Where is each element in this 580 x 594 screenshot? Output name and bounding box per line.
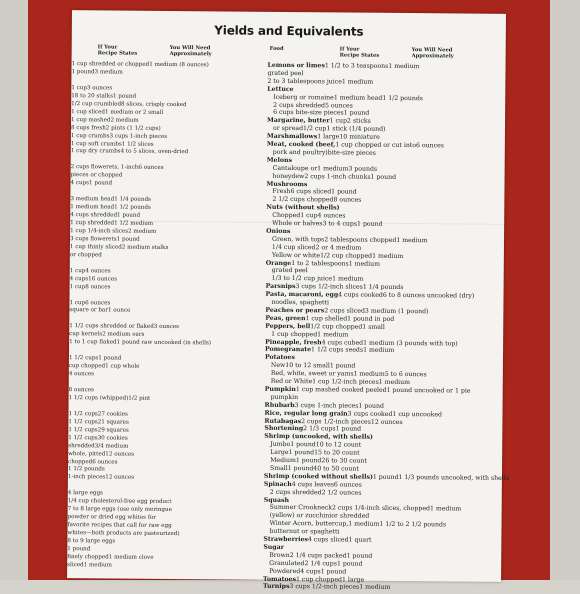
right-recipe-states: 2 1/2 cups chopped <box>272 196 333 204</box>
left-recipe-states: 4 cups <box>70 180 89 186</box>
left-need: 1 medium or 2 small <box>105 109 163 116</box>
right-recipe-states: 2 cups shredded <box>273 101 325 108</box>
right-row <box>263 583 501 594</box>
right-recipe-states: 1 cup 1/2-inch pieces <box>312 378 379 386</box>
right-need: 1 large <box>342 576 364 583</box>
right-need: 1 small <box>362 323 385 330</box>
right-recipe-states: 1 medium <box>353 371 384 378</box>
left-recipe-states: 2 cups flowerets, 1-inch <box>71 164 139 171</box>
left-recipe-states: 1 cup dry crumbs <box>71 149 121 155</box>
left-recipe-states: 1-inch pieces <box>68 474 105 480</box>
food-name: Strawberries <box>263 536 308 543</box>
left-recipe-states: 1 cup mashed <box>71 117 110 123</box>
right-need: 1 pound <box>321 568 347 575</box>
right-need: 5 ounces <box>325 102 353 109</box>
right-need: 1 pound <box>336 426 362 433</box>
page-title: Yields and Equivalents <box>72 22 506 40</box>
left-need: 4 ounces <box>69 371 94 377</box>
left-need: 2 medium ears <box>102 332 144 338</box>
right-need: 40 to 50 count <box>313 465 359 472</box>
left-need: 6 ounces <box>85 300 110 306</box>
right-recipe-states: 1 cup mashed cooked peeled <box>296 386 387 394</box>
food-name: Large <box>264 449 288 456</box>
right-need: 1 pound <box>371 173 397 180</box>
right-recipe-states: 2 cups 1-inch chunks <box>304 173 370 181</box>
food-name: (yellow) or zucchini <box>264 512 332 520</box>
right-recipe-states: 1 large <box>317 133 339 140</box>
left-need: 1 medium (8 ounces) <box>149 62 209 69</box>
left-need: 3 ounces <box>154 324 179 330</box>
left-need: 30 cookies <box>98 435 128 441</box>
left-recipe-states: 8 cups fresh <box>71 125 106 131</box>
left-need: 1 pound <box>89 181 112 187</box>
right-recipe-states: 1 to 2 tablespoons <box>291 260 349 268</box>
right-need: 8 ounces <box>333 197 361 204</box>
left-recipe-states: 3 medium head <box>70 196 114 202</box>
right-recipe-states: 4 cups cubed <box>322 339 364 346</box>
left-need: 7 to 8 large eggs (use only meringue <box>68 506 172 513</box>
left-need: 1 pound <box>98 355 121 361</box>
left-need: 3 ounces <box>87 85 112 91</box>
left-need: 1 medium clove <box>109 554 154 560</box>
right-recipe-states: 1 pound <box>373 474 399 481</box>
food-name: Whole or halves <box>266 220 322 227</box>
food-name: Meat, cooked (beef, <box>267 141 336 149</box>
right-recipe-states: 4 cups cooked <box>338 292 383 299</box>
right-recipe-states: grated peel <box>272 267 308 274</box>
right-need: 2 or 4 medium <box>315 244 361 251</box>
left-recipe-states: pieces or chopped <box>71 172 123 178</box>
left-recipe-states: square or bar <box>69 308 108 314</box>
right-need: 1 1/3 pounds uncooked, with shells <box>398 474 509 482</box>
right-recipe-states: 1/4 cup sliced <box>272 244 316 251</box>
right-need: 3 medium (1 pound) <box>365 308 429 316</box>
right-recipe-states: 1 1/2 to 3 teaspoons <box>325 62 389 70</box>
right-need: 1 pound <box>347 552 373 559</box>
food-name: Cantaloupe or <box>267 164 318 171</box>
right-recipe-states: 1 cup chopped <box>296 576 342 583</box>
left-recipe-states: 1 cup <box>69 300 85 306</box>
left-recipe-states: 1 cup shredded <box>70 220 114 226</box>
left-recipe-states: 1 to 1 cup flaked <box>69 339 117 345</box>
food-name: Brown <box>263 552 290 559</box>
left-recipe-states: 3 cups flowerets <box>70 236 117 242</box>
food-name: Fresh <box>266 188 290 195</box>
food-name: Melons <box>267 157 292 164</box>
right-need: 5 to 6 ounces <box>385 371 427 378</box>
right-recipe-states: 4 cups leaves <box>292 481 334 488</box>
left-recipe-states: 1 1/2 cups <box>68 419 97 425</box>
food-name: Nuts (without shells) <box>266 204 339 212</box>
food-name: Mushrooms <box>266 180 307 187</box>
left-need: 8 slices, crisply cooked <box>121 101 187 108</box>
left-need: 2 medium <box>110 117 138 123</box>
right-recipe-states: 1 pound <box>288 465 314 472</box>
recipe-sheet <box>67 10 506 582</box>
right-need: 1 medium <box>359 584 390 591</box>
food-name: Sugar <box>263 544 284 551</box>
left-need: 16 ounces <box>88 276 117 282</box>
food-name: Small <box>264 465 288 472</box>
left-need: 1 pound raw uncooked (in shells) <box>117 340 211 347</box>
food-name: Turnips <box>263 583 290 590</box>
food-name: Lemons or limes <box>268 62 325 69</box>
right-recipe-states: 4 cups sliced <box>308 536 349 543</box>
left-need: 1 1/2 slices <box>122 141 154 147</box>
right-header-food: Food <box>270 46 310 52</box>
left-need: 4 to 5 slices, oven-dried <box>121 149 189 156</box>
left-recipe-states: finely chopped <box>67 554 109 560</box>
right-need: 1 pound in pod <box>347 315 394 322</box>
left-need: whites—both products are pasteurized) <box>67 530 179 537</box>
left-need: 1 1/2 pounds <box>114 205 151 211</box>
right-need: 1 medium <box>379 379 410 386</box>
right-recipe-states: 1 medium <box>348 521 379 528</box>
food-name: Red or White <box>265 378 312 385</box>
right-recipe-states: 6 cups sliced <box>290 188 331 195</box>
left-recipe-states: 1 1/2 cups <box>68 411 97 417</box>
right-recipe-states: 2 1/4 cups packed <box>290 552 347 559</box>
right-recipe-states: 1 pound <box>290 441 316 448</box>
left-recipe-states: 1 cup <box>70 284 86 290</box>
left-need: powder or dried egg whites for <box>68 514 156 521</box>
food-name: Yellow or white <box>266 251 320 258</box>
food-name: Shrimp (cooked without shells) <box>264 473 373 481</box>
food-name: Peaches or pears <box>265 307 324 315</box>
right-need: 1 cup uncooked <box>392 411 442 418</box>
right-need: 6 to 8 ounces uncooked (dry) <box>383 292 474 300</box>
right-recipe-states: 2 cups 1/4-inch slices, chopped <box>332 505 430 513</box>
left-need: 4 ounces <box>85 268 110 274</box>
left-need: 8 to 9 large eggs <box>67 538 115 544</box>
right-need: 1 pound <box>357 221 383 228</box>
right-recipe-states: 1/2 cup chopped <box>320 252 372 259</box>
right-header-recipe-states: If Your Recipe States <box>340 46 400 59</box>
food-name: Iceberg or romaine <box>267 93 334 101</box>
right-recipe-states: 4 cups <box>300 568 321 575</box>
left-recipe-states: 1 cup <box>70 268 86 274</box>
left-recipe-states: 1 1/2 cups (whipped) <box>69 395 129 402</box>
left-header-recipe-states: If Your Recipe States <box>98 44 158 57</box>
right-recipe-states: 1 cup <box>330 118 347 125</box>
left-recipe-states: 4 cups shredded <box>70 212 117 218</box>
food-name: butternut or spaghetti <box>263 528 339 536</box>
left-need: 1 pound <box>117 213 140 219</box>
food-name: Red, white, sweet or yams <box>265 370 354 378</box>
left-recipe-states: 1 pound <box>71 69 94 75</box>
food-name: Spinach <box>264 480 292 487</box>
food-name: noodles, spaghetti <box>265 299 329 307</box>
food-name: Margarine, butter <box>267 117 330 125</box>
left-need: 2 medium <box>128 229 156 235</box>
food-name: Pumpkin <box>265 386 296 393</box>
left-recipe-states: 1 cup 1/4-inch slices <box>70 228 128 235</box>
food-name: Green, with tops <box>266 236 324 244</box>
left-recipe-states: 1 cup <box>71 85 87 91</box>
right-recipe-states: 1 pound <box>296 457 322 464</box>
right-need: 1 pound <box>344 110 370 117</box>
right-need: 1 1/2 pounds <box>382 94 423 101</box>
right-need: 12 ounces <box>371 418 403 425</box>
right-recipe-states: 1 medium <box>317 165 348 172</box>
right-recipe-states: 1 cup chopped <box>271 330 317 337</box>
left-recipe-states: 1 medium head <box>70 204 114 210</box>
food-name: Summer Crookneck <box>264 504 332 512</box>
food-name: Granulated <box>263 559 304 566</box>
left-need: 29 squares <box>98 427 129 433</box>
right-recipe-states: 2 1/3 cups <box>303 426 335 433</box>
right-need: 3 pounds <box>348 165 377 172</box>
right-need: 1 1/4 pounds <box>363 284 404 291</box>
food-name: Onions <box>266 228 290 235</box>
right-recipe-states: 1 cup shelled <box>305 315 347 322</box>
food-name: Orange <box>266 259 291 266</box>
left-need: 1 cup whole <box>105 364 139 370</box>
right-recipe-states: 2 tablespoons chopped <box>324 236 396 244</box>
left-recipe-states: whole, pitted <box>68 451 105 457</box>
right-recipe-states: 3 cups 1-inch pieces <box>295 402 359 410</box>
left-recipe-states: 1 cup sliced <box>71 109 105 115</box>
left-need: 8 ounces <box>85 284 110 290</box>
right-recipe-states: 3 cups 1/2-inch slices <box>295 283 362 291</box>
food-name: Shrimp (uncooked, with shells) <box>264 433 373 441</box>
left-recipe-states: cup kernels <box>69 331 102 337</box>
food-name: Parsnips <box>266 283 296 290</box>
right-need: 1 pound uncooked or 1 pie <box>387 387 471 395</box>
left-need: 6 ounces <box>92 459 117 465</box>
left-recipe-states: 1 1/2 cups <box>68 427 97 433</box>
food-name: or spread <box>267 125 303 132</box>
right-recipe-states: 6 cups bite-size pieces <box>273 109 344 117</box>
right-need: 1 medium (3 pounds with top) <box>363 339 458 347</box>
right-recipe-states: 3 cups 1/2-inch pieces <box>289 583 359 591</box>
food-name: Winter Acorn, buttercup, <box>264 520 349 528</box>
right-recipe-states: 3 to 4 cups <box>322 220 357 227</box>
right-need: 10 to 12 count <box>316 441 362 448</box>
right-need: 4 ounces <box>318 212 346 219</box>
right-need: 1 medium <box>349 260 380 267</box>
food-name: Pineapple, fresh <box>265 338 322 345</box>
food-name: Shortening <box>264 425 303 432</box>
left-header-need: You Will Need Approximately <box>170 45 240 58</box>
right-recipe-states: 2 cups sliced <box>324 307 365 314</box>
food-name: Rhubarb <box>265 401 295 408</box>
right-need: 1 pound <box>337 560 363 567</box>
right-recipe-states: 2 1/4 cups <box>305 560 337 567</box>
left-need: 1/2 pint <box>128 396 150 402</box>
right-need: 6 ounces <box>416 142 444 149</box>
right-recipe-states: 2 cups 1/2-inch pieces <box>301 418 371 426</box>
right-recipe-states: 1 pound <box>289 449 315 456</box>
left-need: 3 medium <box>95 69 123 75</box>
right-recipe-states: 3 cups cooked <box>348 410 393 417</box>
food-name: Potatoes <box>265 354 295 361</box>
left-need: 12 ounces <box>105 475 134 481</box>
left-need: 2 pints (1 1/2 cups) <box>106 125 161 131</box>
right-recipe-states: 1/2 cup <box>303 125 326 132</box>
right-recipe-states: bite-size pieces <box>328 149 376 156</box>
left-need: 4 large eggs <box>68 490 103 496</box>
left-need: 27 cookies <box>98 411 128 417</box>
right-need: 10 miniature <box>339 134 379 141</box>
right-need: 1 pound <box>331 189 357 196</box>
right-need: 15 to 20 count <box>314 449 360 456</box>
right-need: pumpkin <box>271 394 299 401</box>
left-need: 1 pound <box>67 546 90 552</box>
left-recipe-states: 1 1/2 cups shredded or flaked <box>69 323 154 330</box>
food-name: Peppers, bell <box>265 322 310 329</box>
right-recipe-states: 1 1/2 cups seeds <box>311 347 363 354</box>
left-need: 21 squares <box>98 419 129 425</box>
right-need: 1 medium <box>388 63 419 70</box>
left-need: 8 ounces <box>69 387 94 393</box>
right-need: 1 medium <box>342 78 373 85</box>
right-need: 1 1/2 to 2 1/2 pounds <box>379 521 446 529</box>
right-recipe-states: 1/3 to 1/2 cup juice <box>272 275 332 283</box>
right-recipe-states: or shredded <box>331 513 369 520</box>
left-need: 1 pound <box>117 236 140 242</box>
left-recipe-states: 1 cup shredded or chopped <box>72 61 150 68</box>
right-header-need: You Will Need Approximately <box>412 47 492 60</box>
food-name: pork and poultry) <box>267 149 328 157</box>
right-recipe-states: 10 to 12 small <box>285 362 330 369</box>
left-recipe-states: shredded <box>68 443 95 449</box>
left-need: 1 1/2 medium <box>114 220 153 226</box>
left-need: 1 1/4 pounds <box>114 197 151 203</box>
food-name: Marshmallows <box>267 133 317 140</box>
food-name: Lettuce <box>267 86 293 93</box>
food-name: Rutabagas <box>264 417 301 424</box>
left-need: 1/4 cup cholesterol-free egg product <box>68 498 172 505</box>
left-recipe-states: sliced <box>67 562 84 568</box>
left-recipe-states: cup chopped <box>69 363 105 369</box>
left-recipe-states: chopped <box>68 459 92 465</box>
left-need: 1 pound <box>113 93 136 99</box>
left-need: 12 ounces <box>105 451 134 457</box>
left-need: 1 medium <box>84 562 112 568</box>
left-need: favorite recipes that call for raw egg <box>67 522 171 529</box>
right-recipe-states: grated peel <box>267 70 303 77</box>
right-recipe-states: 1 medium head <box>334 94 383 101</box>
left-need: 3/4 medium <box>95 443 129 449</box>
food-name: Pomegranate <box>265 346 311 353</box>
food-name: Pasta, macaroni, egg <box>266 291 339 299</box>
right-recipe-states: 2 cups shredded <box>270 488 322 495</box>
left-recipe-states: or chopped <box>70 252 102 258</box>
right-need: 1 quart <box>349 537 372 544</box>
right-need: 1 medium <box>332 276 363 283</box>
left-row <box>67 561 257 571</box>
right-need: 26 to 30 count <box>321 457 367 464</box>
food-name: Medium <box>264 457 296 464</box>
food-name: Squash <box>264 496 289 503</box>
food-name: New <box>265 362 285 369</box>
right-need: 1 medium <box>430 506 461 513</box>
left-recipe-states: 1/2 cup crumbled <box>71 101 121 107</box>
left-recipe-states: 1 1/2 cups <box>69 355 98 361</box>
food-name: honeydew <box>267 172 305 179</box>
left-need: 3 cups 1-inch pieces <box>109 133 167 140</box>
right-need: 1 medium <box>363 347 394 354</box>
food-name: Chopped <box>266 212 300 219</box>
right-recipe-states: 2 to 3 tablespoons juice <box>267 78 342 86</box>
right-need: 1 stick (1/4 pound) <box>326 126 385 134</box>
right-need: 6 ounces <box>334 481 362 488</box>
left-need: 1 ounce <box>108 308 130 314</box>
right-need: 1 pound <box>330 363 356 370</box>
right-need: 1 pound <box>358 402 384 409</box>
left-recipe-states: 18 to 20 stalks <box>71 93 113 99</box>
right-need: 1 medium <box>396 237 427 244</box>
left-recipe-states: 1 cup soft crumbs <box>71 141 122 147</box>
right-need: 1 medium <box>372 252 403 259</box>
right-recipe-states: 1/2 cup chopped <box>310 323 362 330</box>
right-recipe-states: 1 cup <box>300 212 317 219</box>
food-name: Rice, regular long grain <box>264 409 347 417</box>
left-recipe-states: 1 1/2 cups <box>68 435 97 441</box>
left-need: 1 1/2 pounds <box>68 467 105 473</box>
right-need: 1 medium <box>317 331 348 338</box>
right-recipe-states: 1 cup chopped or cut into <box>335 141 416 149</box>
food-name: Peas, green <box>265 315 305 322</box>
food-name: Jumbo <box>264 441 290 448</box>
right-need: 2 1/2 ounces <box>322 489 362 496</box>
left-recipe-states: 1 cup thinly sliced <box>70 244 122 250</box>
food-name: Tomatoes <box>263 575 296 582</box>
food-name: Powdered <box>263 567 300 574</box>
left-recipe-states: 4 cups <box>70 276 89 282</box>
left-need: 6 ounces <box>138 165 163 171</box>
left-need: 2 medium stalks <box>122 244 169 250</box>
left-recipe-states: 1 cup crumbs <box>71 133 110 139</box>
right-need: 2 sticks <box>347 118 371 125</box>
